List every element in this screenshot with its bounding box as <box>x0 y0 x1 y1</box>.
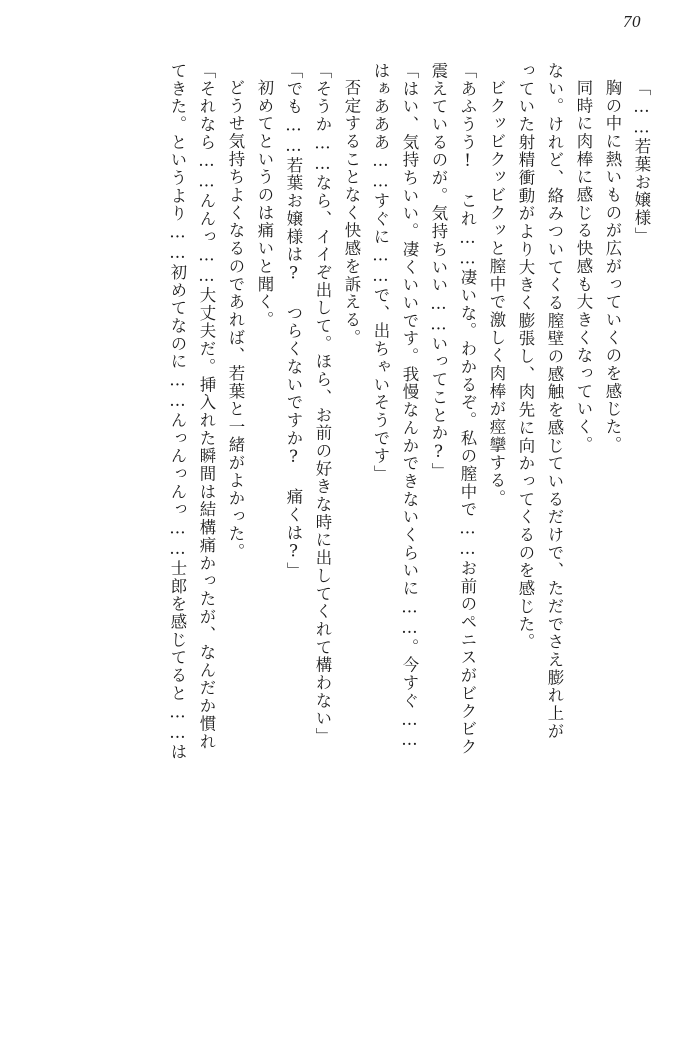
text-line: 「あふうう! これ……凄いな。わかるぞ。私の膣中で……お前のペニスがビクビク <box>458 62 477 756</box>
text-line: 「それなら……んんっ……大丈夫だ。挿入れた瞬間は結構痛かったが、なんだか慣れ <box>197 62 216 751</box>
text-line: 「でも……若葉お嬢様は? つらくないですか? 痛くは?」 <box>284 62 303 580</box>
text-line: っていた射精衝動がより大きく膨張し、肉先に向かってくるのを感じた。 <box>516 62 535 652</box>
text-line: 初めてというのは痛いと聞く。 <box>255 79 274 329</box>
vertical-text-body <box>44 62 649 1016</box>
text-line: どうせ気持ちよくなるのであれば、若葉と一緒がよかった。 <box>226 79 245 561</box>
text-line: 胸の中に熱いものが広がっていくのを感じた。 <box>603 79 622 454</box>
text-line: 否定することなく快感を訴える。 <box>342 79 361 347</box>
text-line: 「そうか……なら、イイぞ出して。ほら、お前の好きな時に出してくれて構わない」 <box>313 62 332 746</box>
text-line: はぁあああ……すぐに……で、出ちゃいそうです」 <box>371 62 390 483</box>
text-line: 「……若葉お嬢様」 <box>632 79 651 245</box>
text-line: てきた。というより……初めてなのに……んっんっんっ……士郎を感じてると……は <box>168 62 187 762</box>
text-line: ない。けれど、絡みついてくる膣壁の感触を感じているだけで、ただでさえ膨れ上が <box>545 62 564 741</box>
text-line: 震えているのが。気持ちいい……いってことか?」 <box>429 62 448 481</box>
text-line: 「はい、気持ちいい。凄くいいです。我慢なんかできないくらいに……。今すぐ…… <box>400 62 419 751</box>
text-line: ビクッビクッビクッと膣中で激しく肉棒が痙攣する。 <box>487 79 506 508</box>
text-line: 同時に肉棒に感じる快感も大きくなっていく。 <box>574 79 593 454</box>
page-number: 70 <box>623 12 641 31</box>
